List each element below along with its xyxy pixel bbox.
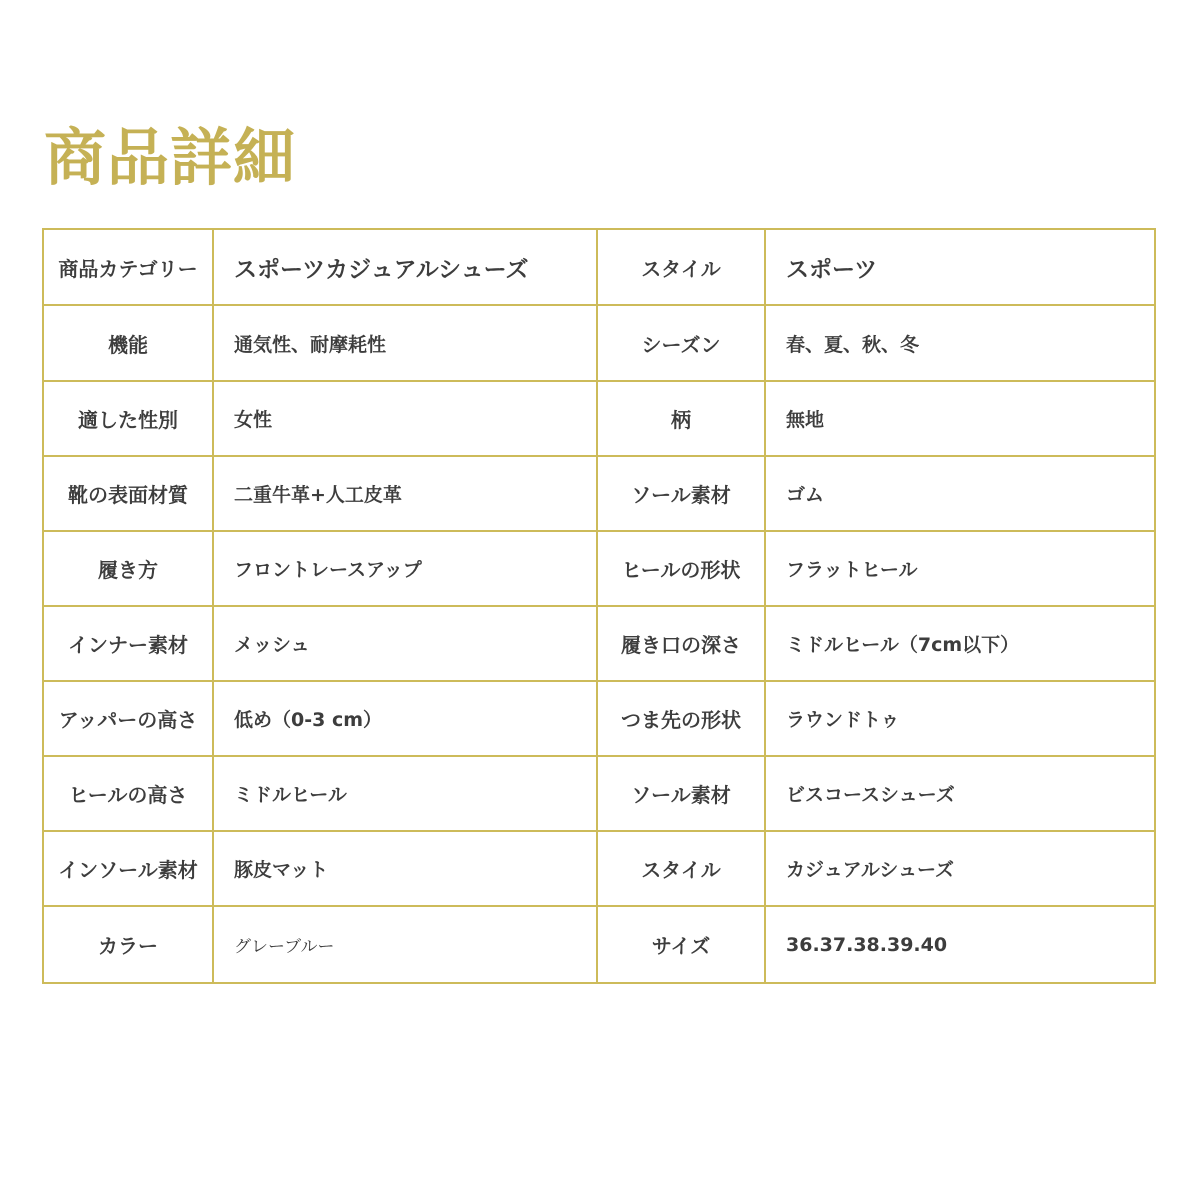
spec-value-gender: 女性 xyxy=(213,381,597,456)
spec-value-function: 通気性、耐摩耗性 xyxy=(213,305,597,381)
table-row xyxy=(43,531,1155,606)
spec-value-season: 春、夏、秋、冬 xyxy=(765,305,1155,381)
page-title: 商品詳細 xyxy=(44,121,297,194)
spec-value-insole: 豚皮マット xyxy=(213,831,597,906)
spec-label-pattern: 柄 xyxy=(597,381,765,456)
spec-table xyxy=(42,228,1156,984)
spec-label-upper-material: 靴の表面材質 xyxy=(43,456,213,531)
table-row xyxy=(43,606,1155,681)
spec-value-upper-material: 二重牛革+人工皮革 xyxy=(213,456,597,531)
spec-value-upper-height: 低め（0-3 cm） xyxy=(213,681,597,756)
spec-label-category: 商品カテゴリー xyxy=(43,229,213,305)
spec-label-heel-shape: ヒールの形状 xyxy=(597,531,765,606)
spec-value-category: スポーツカジュアルシューズ xyxy=(213,229,597,305)
table-row xyxy=(43,681,1155,756)
spec-label-gender: 適した性別 xyxy=(43,381,213,456)
table-row xyxy=(43,381,1155,456)
table-row xyxy=(43,756,1155,831)
spec-label-insole: インソール素材 xyxy=(43,831,213,906)
spec-value-size: 36.37.38.39.40 xyxy=(765,906,1155,983)
spec-label-function: 機能 xyxy=(43,305,213,381)
spec-label-lining: インナー素材 xyxy=(43,606,213,681)
spec-label-toe-shape: つま先の形状 xyxy=(597,681,765,756)
table-row xyxy=(43,305,1155,381)
spec-label-style: スタイル xyxy=(597,229,765,305)
table-row xyxy=(43,831,1155,906)
spec-value-style-2: カジュアルシューズ xyxy=(765,831,1155,906)
spec-value-sole-material-2: ビスコースシューズ xyxy=(765,756,1155,831)
spec-label-closure: 履き方 xyxy=(43,531,213,606)
spec-value-closure: フロントレースアップ xyxy=(213,531,597,606)
spec-value-heel-height: ミドルヒール xyxy=(213,756,597,831)
spec-label-sole-material: ソール素材 xyxy=(597,456,765,531)
spec-label-shaft-depth: 履き口の深さ xyxy=(597,606,765,681)
table-row xyxy=(43,456,1155,531)
spec-value-sole-material: ゴム xyxy=(765,456,1155,531)
spec-label-heel-height: ヒールの高さ xyxy=(43,756,213,831)
spec-value-shaft-depth: ミドルヒール（7cm以下） xyxy=(765,606,1155,681)
spec-value-heel-shape: フラットヒール xyxy=(765,531,1155,606)
spec-value-pattern: 無地 xyxy=(765,381,1155,456)
spec-label-style-2: スタイル xyxy=(597,831,765,906)
spec-label-season: シーズン xyxy=(597,305,765,381)
spec-label-size: サイズ xyxy=(597,906,765,983)
table-row xyxy=(43,229,1155,305)
table-row xyxy=(43,906,1155,983)
spec-label-color: カラー xyxy=(43,906,213,983)
spec-value-style: スポーツ xyxy=(765,229,1155,305)
spec-label-upper-height: アッパーの高さ xyxy=(43,681,213,756)
spec-label-sole-material-2: ソール素材 xyxy=(597,756,765,831)
spec-value-toe-shape: ラウンドトゥ xyxy=(765,681,1155,756)
spec-value-lining: メッシュ xyxy=(213,606,597,681)
spec-value-color: グレーブルー xyxy=(213,906,597,983)
